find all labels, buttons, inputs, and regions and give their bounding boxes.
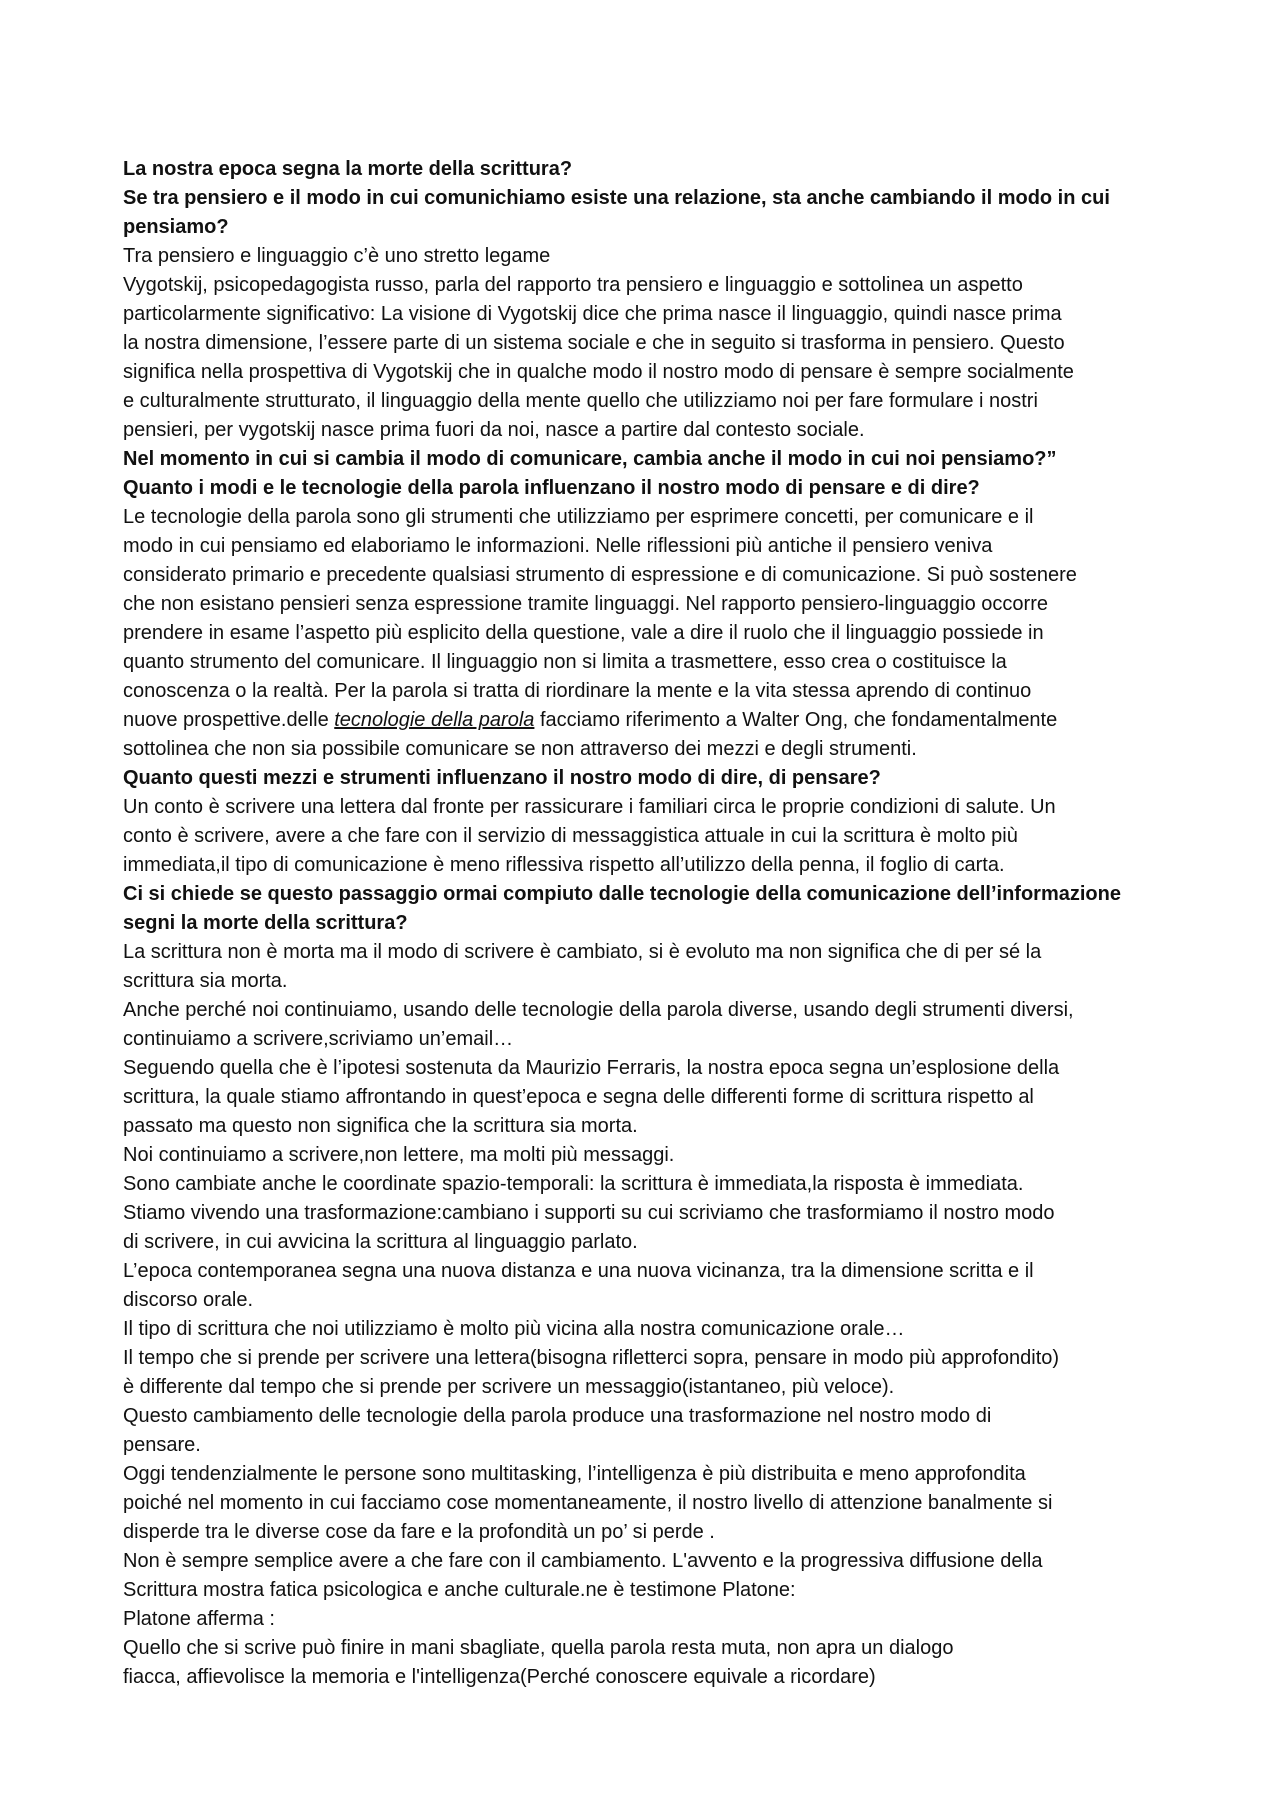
tecnologie-della-parola-link[interactable]: tecnologie della parola	[334, 709, 535, 731]
text-line: Non è sempre semplice avere a che fare con il cambiamento. L'avvento e la progressiva diffusione della	[123, 1550, 1043, 1572]
text-line: scrittura sia morta.	[123, 970, 288, 992]
text-line: Un conto è scrivere una lettera dal fronte per rassicurare i familiari circa le proprie condizioni di salute. Un	[123, 796, 1056, 818]
text-line: prendere in esame l’aspetto più esplicito della questione, vale a dire il ruolo che il linguaggio possiede in	[123, 622, 1044, 644]
text-line-ong	[123, 706, 1183, 735]
text-line: Oggi tendenzialmente le persone sono multitasking, l’intelligenza è più distribuita e meno approfondita	[123, 1463, 1026, 1485]
text-line: continuiamo a scrivere,scriviamo un’email…	[123, 1028, 514, 1050]
text-line: sottolinea che non sia possibile comunicare se non attraverso dei mezzi e degli strumenti.	[123, 738, 917, 760]
text-line: la nostra dimensione, l’essere parte di un sistema sociale e che in seguito si trasforma in pensiero. Questo	[123, 332, 1065, 354]
text-line: Noi continuiamo a scrivere,non lettere, ma molti più messaggi.	[123, 1144, 675, 1166]
text-line: Stiamo vivendo una trasformazione:cambiano i supporti su cui scriviamo che trasformiamo il nostro modo	[123, 1202, 1055, 1224]
text-line: L’epoca contemporanea segna una nuova distanza e una nuova vicinanza, tra la dimensione scritta e il	[123, 1260, 1034, 1282]
heading-question-5: Quanto questi mezzi e strumenti influenzano il nostro modo di dire, di pensare?	[123, 767, 881, 789]
heading-question-6: Ci si chiede se questo passaggio ormai compiuto dalle tecnologie della comunicazione dell’informazione	[123, 883, 1121, 905]
heading-question-3: Nel momento in cui si cambia il modo di comunicare, cambia anche il modo in cui noi pensiamo?”	[123, 448, 1057, 470]
heading-question-6-cont: segni la morte della scrittura?	[123, 912, 408, 934]
text-line: discorso orale.	[123, 1289, 254, 1311]
text-line: Quello che si scrive può finire in mani sbagliate, quella parola resta muta, non apra un dialogo	[123, 1637, 954, 1659]
text-line: Scrittura mostra fatica psicologica e anche culturale.ne è testimone Platone:	[123, 1579, 796, 1601]
text-line: passato ma questo non significa che la scrittura sia morta.	[123, 1115, 638, 1137]
text-line: Il tempo che si prende per scrivere una lettera(bisogna rifletterci sopra, pensare in modo più approfondito)	[123, 1347, 1060, 1369]
text-line: e culturalmente strutturato, il linguaggio della mente quello che utilizziamo noi per fare formulare i nostri	[123, 390, 1038, 412]
text-line: che non esistano pensieri senza espressione tramite linguaggi. Nel rapporto pensiero-linguaggio occorre	[123, 593, 1048, 615]
ong-before: nuove prospettive.delle	[123, 709, 335, 731]
text-line: Questo cambiamento delle tecnologie della parola produce una trasformazione nel nostro modo di	[123, 1405, 992, 1427]
text-line: Tra pensiero e linguaggio c’è uno stretto legame	[123, 245, 551, 267]
text-line: particolarmente significativo: La visione di Vygotskij dice che prima nasce il linguaggio, quindi nasce prima	[123, 303, 1062, 325]
text-line: fiacca, affievolisce la memoria e l'intelligenza(Perché conoscere equivale a ricordare)	[123, 1666, 876, 1688]
text-line: significa nella prospettiva di Vygotskij che in qualche modo il nostro modo di pensare è sempre socialmente	[123, 361, 1074, 383]
ong-after: facciamo riferimento a Walter Ong, che fondamentalmente	[534, 709, 1058, 731]
text-line: conoscenza o la realtà. Per la parola si tratta di riordinare la mente e la vita stessa aprendo di continuo	[123, 680, 1032, 702]
document-page	[123, 155, 1183, 1692]
heading-question-4: Quanto i modi e le tecnologie della parola influenzano il nostro modo di pensare e di dire?	[123, 477, 980, 499]
text-line: di scrivere, in cui avvicina la scrittura al linguaggio parlato.	[123, 1231, 638, 1253]
text-line: Platone afferma :	[123, 1608, 275, 1630]
text-line: La scrittura non è morta ma il modo di scrivere è cambiato, si è evoluto ma non significa che di per sé la	[123, 941, 1042, 963]
text-line: quanto strumento del comunicare. Il linguaggio non si limita a trasmettere, esso crea o costituisce la	[123, 651, 1007, 673]
heading-question-2-cont: pensiamo?	[123, 216, 229, 238]
text-line: Seguendo quella che è l’ipotesi sostenuta da Maurizio Ferraris, la nostra epoca segna un’esplosione della	[123, 1057, 1060, 1079]
text-line: modo in cui pensiamo ed elaboriamo le informazioni. Nelle riflessioni più antiche il pensiero veniva	[123, 535, 993, 557]
text-line: Il tipo di scrittura che noi utilizziamo è molto più vicina alla nostra comunicazione orale…	[123, 1318, 905, 1340]
text-line: pensare.	[123, 1434, 201, 1456]
text-line: Vygotskij, psicopedagogista russo, parla del rapporto tra pensiero e linguaggio e sottolinea un aspetto	[123, 274, 1023, 296]
text-line: immediata,il tipo di comunicazione è meno riflessiva rispetto all’utilizzo della penna, il foglio di carta.	[123, 854, 1005, 876]
text-line: poiché nel momento in cui facciamo cose momentaneamente, il nostro livello di attenzione banalmente si	[123, 1492, 1053, 1514]
text-line: disperde tra le diverse cose da fare e la profondità un po’ si perde .	[123, 1521, 715, 1543]
text-line: conto è scrivere, avere a che fare con il servizio di messaggistica attuale in cui la scrittura è molto più	[123, 825, 1018, 847]
text-line: pensieri, per vygotskij nasce prima fuori da noi, nasce a partire dal contesto sociale.	[123, 419, 865, 441]
heading-question-1: La nostra epoca segna la morte della scrittura?	[123, 158, 573, 180]
text-line: considerato primario e precedente qualsiasi strumento di espressione e di comunicazione. Si può sostenere	[123, 564, 1077, 586]
text-line: è differente dal tempo che si prende per scrivere un messaggio(istantaneo, più veloce).	[123, 1376, 895, 1398]
text-line: Sono cambiate anche le coordinate spazio-temporali: la scrittura è immediata,la risposta è immediata.	[123, 1173, 1024, 1195]
text-line: scrittura, la quale stiamo affrontando in quest’epoca e segna delle differenti forme di scrittura rispetto al	[123, 1086, 1034, 1108]
heading-question-2: Se tra pensiero e il modo in cui comunichiamo esiste una relazione, sta anche cambiando il modo in cui	[123, 187, 1110, 209]
text-line: Anche perché noi continuiamo, usando delle tecnologie della parola diverse, usando degli strumenti diversi,	[123, 999, 1074, 1021]
text-line: Le tecnologie della parola sono gli strumenti che utilizziamo per esprimere concetti, per comunicare e il	[123, 506, 1034, 528]
